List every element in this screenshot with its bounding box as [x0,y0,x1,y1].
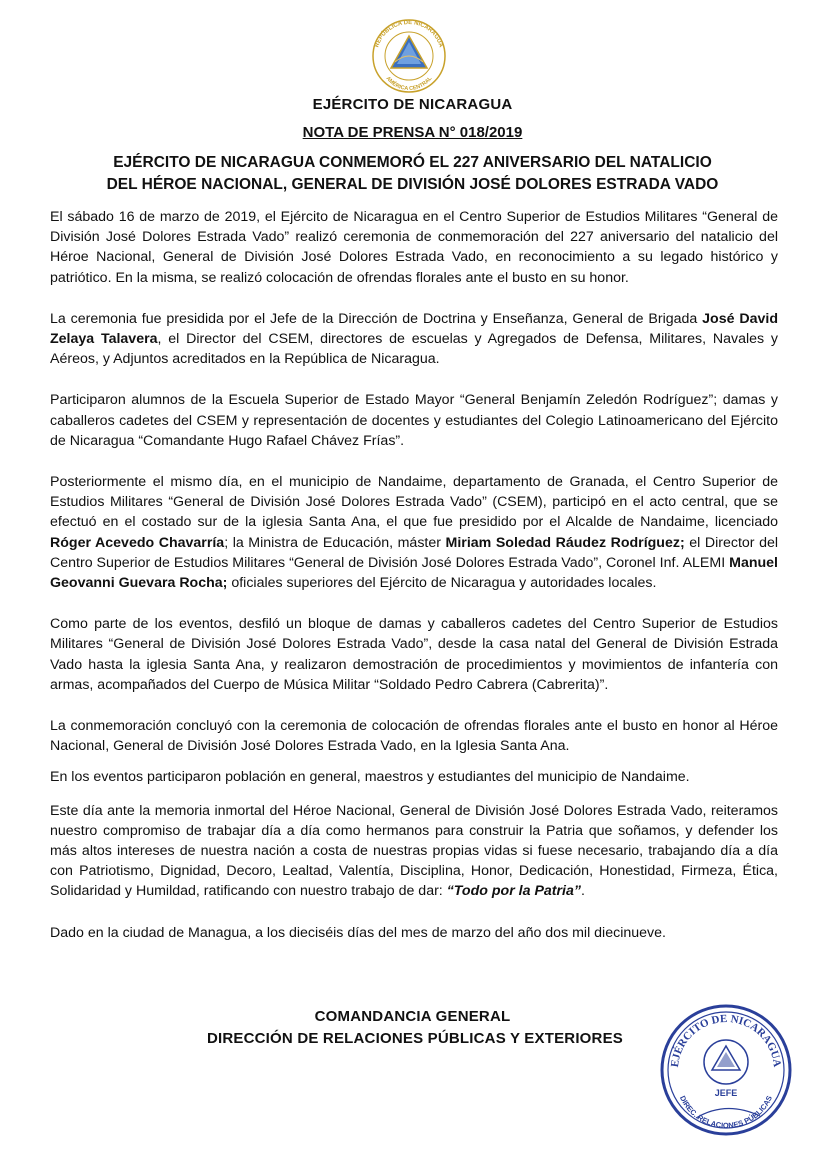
name-acevedo: Róger Acevedo Chavarría [50,534,225,551]
svg-text:AMÉRICA CENTRAL: AMÉRICA CENTRAL [384,75,434,93]
signature-line-2: DIRECCIÓN DE RELACIONES PÚBLICAS Y EXTERIORES [206,1030,623,1047]
paragraph-2: La ceremonia fue presidida por el Jefe de la Dirección de Doctrina y Enseñanza, General de Brigada José David Zelaya Talavera, el Director del CSEM, directores de escuelas y Agregados de Defensa, Militares, Navales y Aéreos, y Adjuntos acreditados en la República de Nicaragua. [50,310,779,368]
svg-text:EJÉRCITO DE NICARAGUA: EJÉRCITO DE NICARAGUA [669,1012,784,1068]
paragraph-8: Este día ante la memoria inmortal del Héroe Nacional, General de División José Dolores Estrada Vado, reiteramos nuestro compromiso de trabajar día a día como hermanos para construir la Patria que soñamos, y defender los más altos intereses de nuestra nación a costa de nuestras propias vidas si fuese necesario, trabajando día a día con Patriotismo, Dignidad, Decoro, Lealtad, Valentía, Disciplina, Honor, Dedicación, Honestidad, Firmeza, Ética, Solidaridad y Humildad, ratificando con nuestro trabajo de dar: “Todo por la Patria”. [50,802,778,900]
motto: “Todo por la Patria” [446,883,581,900]
press-release-body [50,207,778,943]
army-stamp-icon [656,1000,796,1140]
paragraph-1: El sábado 16 de marzo de 2019, el Ejército de Nicaragua en el Centro Superior de Estudios Militares “General de División José Dolores Estrada Vado” realizó ceremonia de conmemoración del 227 aniversario del natalicio del Héroe Nacional, General de División José Dolores Estrada Vado, en reconocimiento a su legado histórico y patriótico. En la misma, se realizó colocación de ofrendas florales ante el busto en su honor. [50,209,778,286]
paragraph-7: En los eventos participaron población en general, maestros y estudiantes del municipio de Nandaime. [50,769,690,786]
name-raudez: Miriam Soledad Ráudez Rodríguez; [445,534,685,551]
paragraph-4: Posteriormente el mismo día, en el municipio de Nandaime, departamento de Granada, el Centro Superior de Estudios Militares “General de División José Dolores Estrada Vado” (CSEM), participó en el acto central, que se efectuó en el costado sur de la iglesia Santa Ana, el que fue presidido por el Alcalde de Nandaime, licenciado Róger Acevedo Chavarría; la Ministra de Educación, máster Miriam Soledad Ráudez Rodríguez; el Director del Centro Superior de Estudios Militares “General de División José Dolores Estrada Vado”, Coronel Inf. ALEMI Manuel Geovanni Guevara Rocha; oficiales superiores del Ejército de Nicaragua y autoridades locales. [50,474,779,592]
headline [60,152,765,196]
headline-line-1: EJÉRCITO DE NICARAGUA CONMEMORÓ EL 227 ANIVERSARIO DEL NATALICIO [113,154,712,171]
signature-line-1: COMANDANCIA GENERAL [314,1008,511,1025]
paragraph-6: La conmemoración concluyó con la ceremonia de colocación de ofrendas florales ante el busto en honor al Héroe Nacional, General de División José Dolores Estrada Vado, en la Iglesia Santa Ana. [50,718,778,755]
headline-line-2: DEL HÉROE NACIONAL, GENERAL DE DIVISIÓN JOSÉ DOLORES ESTRADA VADO [106,176,719,193]
nicaragua-coat-of-arms-icon [365,12,453,94]
paragraph-3: Participaron alumnos de la Escuela Superior de Estado Mayor “General Benjamín Zeledón Rodríguez”; damas y caballeros cadetes del CSEM y representación de docentes y estudiantes del Colegio Latinoamericano del Ejército de Nicaragua “Comandante Hugo Rafael Chávez Frías”. [50,392,778,449]
svg-text:REPÚBLICA DE NICARAGUA: REPÚBLICA DE NICARAGUA [374,19,444,49]
closing-paragraph: Dado en la ciudad de Managua, a los dieciséis días del mes de marzo del año dos mil diecinueve. [50,924,666,941]
press-note-number: NOTA DE PRENSA N° 018/2019 [302,124,523,141]
paragraph-5: Como parte de los eventos, desfiló un bloque de damas y caballeros cadetes del Centro Superior de Estudios Militares “General de División José Dolores Estrada Vado”, desde la casa natal del General de División Estrada Vado hasta la iglesia Santa Ana, y realizaron demostración de procedimientos y movimientos de infantería con armas, acompañados del Cuerpo de Música Militar “Soldado Pedro Cabrera (Cabrerita)”. [50,616,778,693]
svg-text:DIREC. RELACIONES PÚBLICAS: DIREC. RELACIONES PÚBLICAS [677,1094,775,1130]
name-guevara: Manuel Geovanni Guevara Rocha; [50,554,778,592]
organization-name: EJÉRCITO DE NICARAGUA [312,96,513,113]
svg-text:JEFE: JEFE [714,1088,738,1098]
name-zelaya: José David Zelaya Talavera [50,310,778,348]
